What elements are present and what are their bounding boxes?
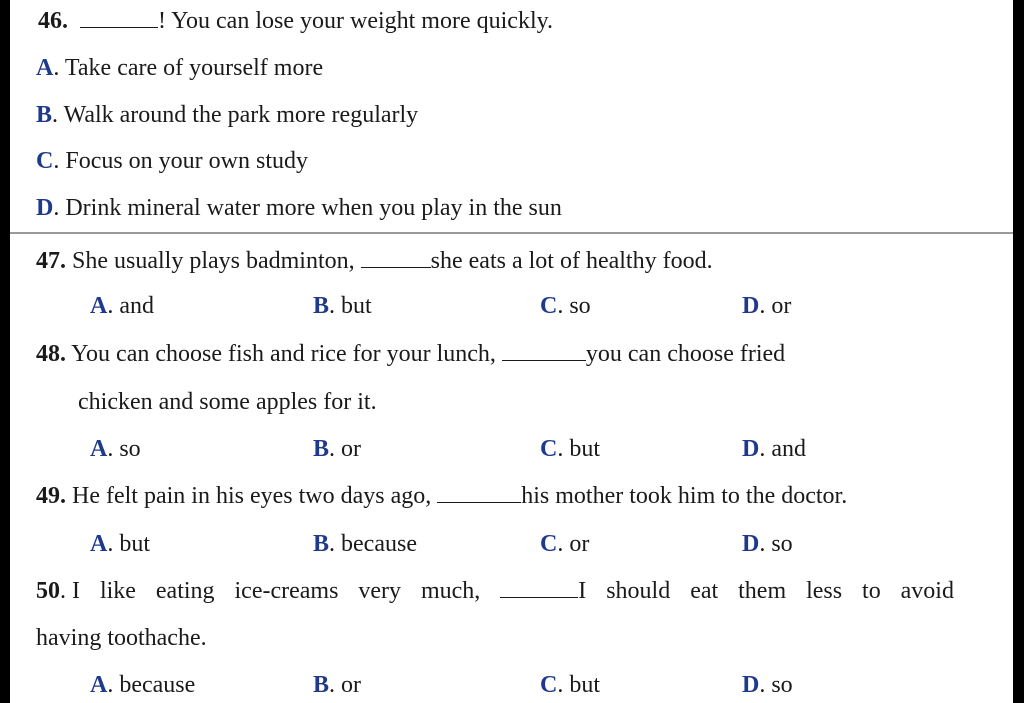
option-letter: B (313, 531, 330, 557)
question-47-blank (361, 247, 431, 268)
option-text: . and (759, 436, 806, 462)
question-47-stem (36, 247, 713, 275)
option-letter: D (742, 672, 760, 698)
option-letter: D (742, 436, 760, 462)
option-letter: A (90, 436, 108, 462)
option-letter: C (540, 672, 558, 698)
question-49-number: 49. (36, 483, 66, 509)
section-divider (10, 232, 1013, 234)
option-text: . but (557, 436, 601, 462)
question-46-stem (38, 7, 553, 35)
option-letter: A (90, 672, 108, 698)
option-text: . Drink mineral water more when you play in the sun (53, 195, 562, 221)
stem-word: ice-creams (234, 578, 339, 604)
stem-word: to (862, 578, 881, 604)
question-50-number: 50 (36, 578, 60, 604)
option-text: . or (329, 436, 362, 462)
option-letter: D (36, 195, 54, 221)
option-letter: A (90, 531, 108, 557)
question-48-text-after: you can choose fried (585, 341, 786, 367)
question-47-text-after: she eats a lot of healthy food. (430, 248, 713, 274)
option-text: . Walk around the park more regularly (52, 102, 419, 128)
question-48-option-d (742, 435, 806, 463)
stem-word: them (738, 578, 787, 604)
question-49-stem (36, 482, 847, 510)
option-letter: B (313, 436, 330, 462)
option-text: . but (329, 293, 372, 319)
question-50-option-d (742, 671, 793, 699)
option-text: . Take care of yourself more (53, 55, 324, 81)
question-47-option-c (540, 292, 591, 320)
option-text: . but (107, 531, 151, 557)
option-letter: D (742, 293, 760, 319)
question-49-option-b (313, 530, 417, 558)
option-letter: C (36, 148, 54, 174)
question-46-option-d (36, 194, 562, 222)
question-46-blank (80, 7, 158, 28)
stem-word: eating (155, 578, 215, 604)
question-46-text: ! You can lose your weight more quickly. (158, 8, 554, 34)
question-50-lead (36, 577, 80, 605)
question-46-number: 46. (38, 8, 68, 34)
option-text: . so (557, 293, 591, 319)
question-50-option-c (540, 671, 600, 699)
question-49-blank (437, 482, 521, 503)
stem-word: less (806, 578, 843, 604)
question-50-blank (500, 577, 578, 598)
question-49-option-d (742, 530, 793, 558)
stem-word: very (358, 578, 402, 604)
question-50-option-b (313, 671, 361, 699)
option-letter: C (540, 293, 558, 319)
question-46-option-c (36, 147, 308, 175)
question-48-stem (36, 340, 785, 368)
question-48-text-before: You can choose fish and rice for your lunch, (66, 341, 502, 367)
stem-word: should (606, 578, 671, 604)
stem-word: eat (690, 578, 719, 604)
stem-word: . I (60, 578, 80, 604)
question-48-number: 48. (36, 341, 66, 367)
option-text: . but (557, 672, 601, 698)
option-letter: D (742, 531, 760, 557)
question-47-option-b (313, 292, 372, 320)
option-text: . so (107, 436, 141, 462)
question-47-number: 47. (36, 248, 66, 274)
option-text: . because (107, 672, 196, 698)
option-letter: A (36, 55, 54, 81)
question-48-option-b (313, 435, 361, 463)
question-48-blank (502, 340, 586, 361)
option-letter: A (90, 293, 108, 319)
question-49-text-after: his mother took him to the doctor. (521, 483, 848, 509)
option-text: . so (759, 672, 793, 698)
question-47-option-a (90, 292, 154, 320)
question-47-text-before: She usually plays badminton, (66, 248, 361, 274)
question-48-stem-line2: chicken and some apples for it. (78, 389, 377, 415)
question-47-option-d (742, 292, 791, 320)
stem-word: avoid (900, 578, 954, 604)
option-text: . or (759, 293, 792, 319)
question-50-blank-group (500, 577, 586, 605)
question-50-stem-line2: having toothache. (36, 625, 207, 651)
option-letter: B (313, 672, 330, 698)
option-text: . Focus on your own study (53, 148, 309, 174)
question-48-option-a (90, 435, 141, 463)
option-letter: C (540, 531, 558, 557)
question-49-option-c (540, 530, 589, 558)
stem-word: like (99, 578, 136, 604)
question-50-option-a (90, 671, 195, 699)
question-48-option-c (540, 435, 600, 463)
option-text: . or (329, 672, 362, 698)
worksheet-page (10, 0, 1013, 703)
stem-word: much, (420, 578, 481, 604)
option-letter: C (540, 436, 558, 462)
option-letter: B (313, 293, 330, 319)
question-49-text-before: He felt pain in his eyes two days ago, (66, 483, 438, 509)
stem-word: I (578, 578, 587, 604)
option-text: . because (329, 531, 417, 557)
option-letter: B (36, 102, 53, 128)
option-text: . and (107, 293, 154, 319)
question-46-option-a (36, 54, 323, 82)
option-text: . so (759, 531, 793, 557)
question-46-option-b (36, 101, 418, 129)
option-text: . or (557, 531, 590, 557)
question-50-stem (36, 577, 954, 605)
question-49-option-a (90, 530, 150, 558)
question-46-block (10, 0, 1013, 233)
